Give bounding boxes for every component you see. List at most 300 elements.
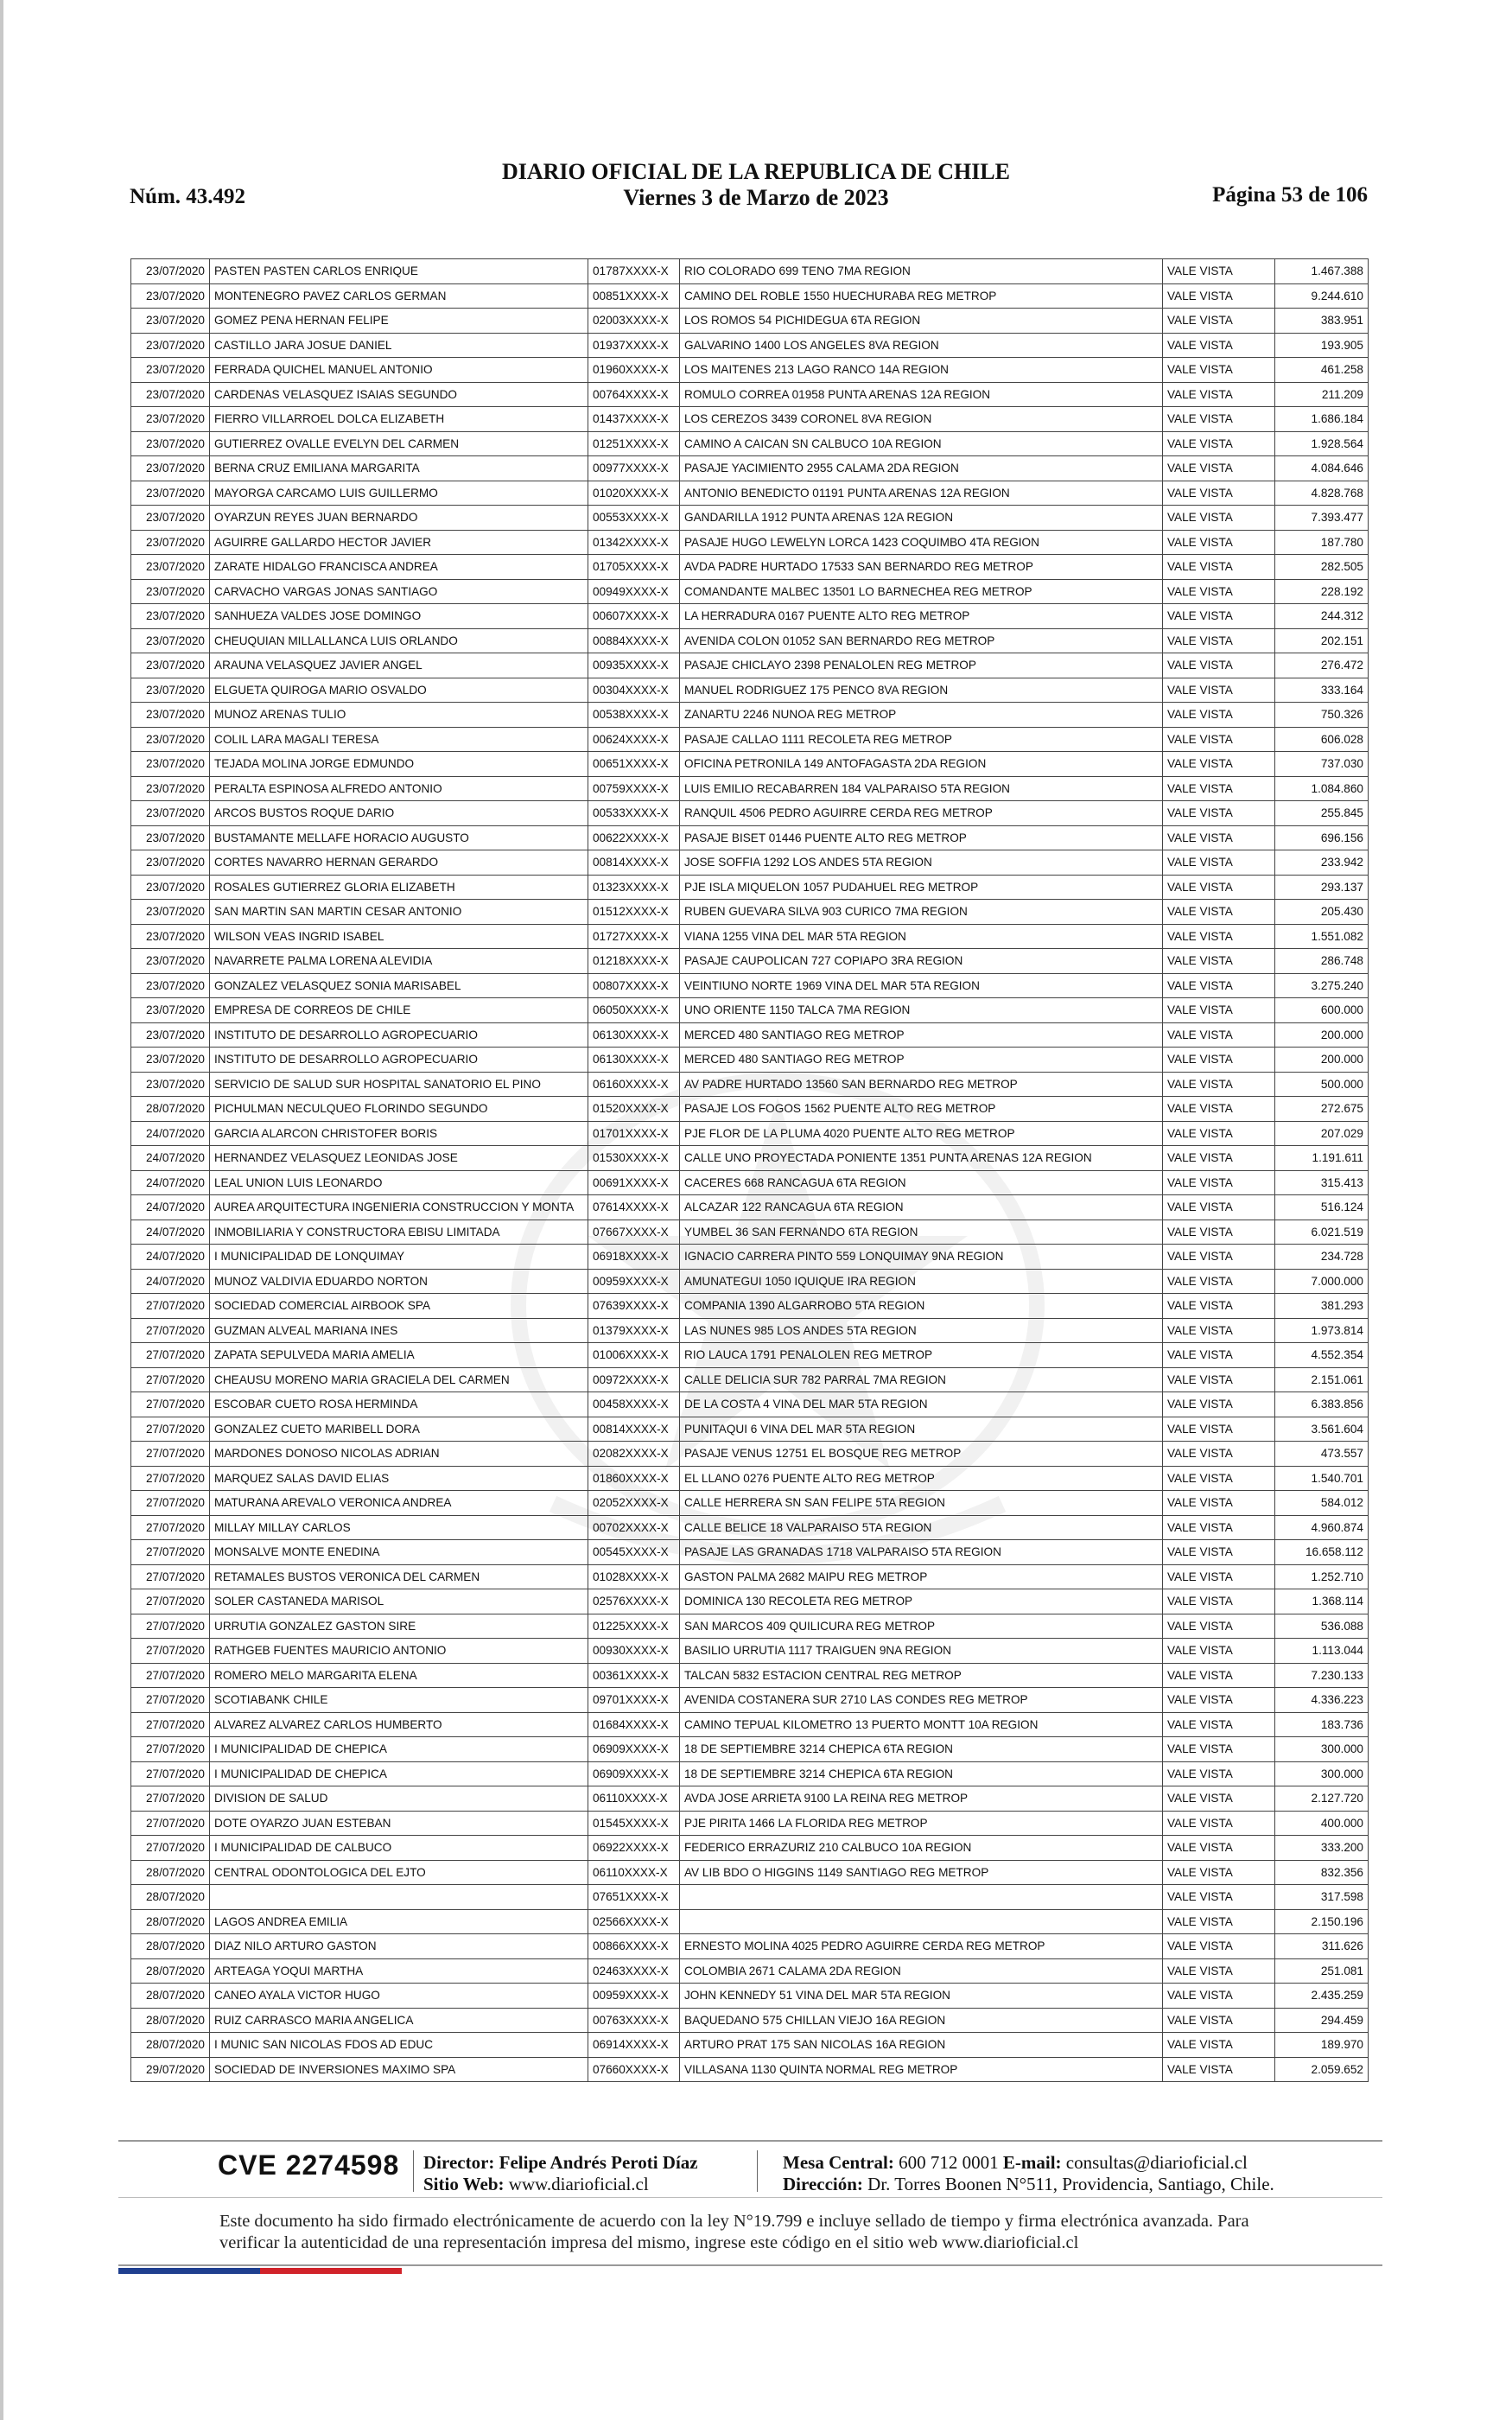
- date-cell: 24/07/2020: [131, 1220, 210, 1245]
- table-row: [131, 1614, 1369, 1639]
- date-cell: 24/07/2020: [131, 1121, 210, 1146]
- payment-method-cell: VALE VISTA: [1163, 530, 1275, 555]
- address-cell: VEINTIUNO NORTE 1969 VINA DEL MAR 5TA REGION: [680, 973, 1163, 998]
- payment-method-cell: VALE VISTA: [1163, 703, 1275, 728]
- table-row: [131, 727, 1369, 752]
- amount-cell: 315.413: [1275, 1170, 1369, 1195]
- address-cell: YUMBEL 36 SAN FERNANDO 6TA REGION: [680, 1220, 1163, 1245]
- amount-cell: 317.598: [1275, 1885, 1369, 1910]
- amount-cell: 1.686.184: [1275, 407, 1369, 432]
- beneficiary-cell: CORTES NAVARRO HERNAN GERARDO: [210, 850, 588, 876]
- amount-cell: 606.028: [1275, 727, 1369, 752]
- amount-cell: 2.059.652: [1275, 2057, 1369, 2082]
- amount-cell: 400.000: [1275, 1811, 1369, 1836]
- amount-cell: 4.336.223: [1275, 1688, 1369, 1713]
- payment-method-cell: VALE VISTA: [1163, 283, 1275, 309]
- date-cell: 23/07/2020: [131, 727, 210, 752]
- payment-method-cell: VALE VISTA: [1163, 776, 1275, 801]
- payment-method-cell: VALE VISTA: [1163, 2033, 1275, 2058]
- address-cell: GASTON PALMA 2682 MAIPU REG METROP: [680, 1564, 1163, 1589]
- address-cell: CALLE DELICIA SUR 782 PARRAL 7MA REGION: [680, 1367, 1163, 1392]
- rut-cell: 00702XXXX-X: [588, 1515, 680, 1540]
- beneficiary-cell: TEJADA MOLINA JORGE EDMUNDO: [210, 752, 588, 777]
- beneficiary-cell: MARDONES DONOSO NICOLAS ADRIAN: [210, 1442, 588, 1467]
- beneficiary-cell: CANEO AYALA VICTOR HUGO: [210, 1984, 588, 2009]
- amount-cell: 832.356: [1275, 1860, 1369, 1885]
- date-cell: 23/07/2020: [131, 850, 210, 876]
- date-cell: 23/07/2020: [131, 1072, 210, 1097]
- flag-blue-band: [118, 2268, 260, 2274]
- rut-cell: 01323XXXX-X: [588, 875, 680, 900]
- amount-cell: 16.658.112: [1275, 1540, 1369, 1565]
- table-row: [131, 2008, 1369, 2033]
- table-row: [131, 1195, 1369, 1220]
- address-cell: GANDARILLA 1912 PUNTA ARENAS 12A REGION: [680, 506, 1163, 531]
- payment-method-cell: VALE VISTA: [1163, 506, 1275, 531]
- payment-method-cell: VALE VISTA: [1163, 1614, 1275, 1639]
- payment-method-cell: VALE VISTA: [1163, 1269, 1275, 1294]
- rut-cell: 00935XXXX-X: [588, 653, 680, 678]
- date-cell: 23/07/2020: [131, 998, 210, 1023]
- table-row: [131, 973, 1369, 998]
- table-row: [131, 1146, 1369, 1171]
- date-cell: 27/07/2020: [131, 1786, 210, 1812]
- rut-cell: 06918XXXX-X: [588, 1245, 680, 1270]
- address-cell: [680, 1909, 1163, 1934]
- beneficiary-cell: ELGUETA QUIROGA MARIO OSVALDO: [210, 678, 588, 703]
- table-row: [131, 2033, 1369, 2058]
- rut-cell: 02566XXXX-X: [588, 1909, 680, 1934]
- rut-cell: 00759XXXX-X: [588, 776, 680, 801]
- rut-cell: 06110XXXX-X: [588, 1786, 680, 1812]
- rut-cell: 00763XXXX-X: [588, 2008, 680, 2033]
- rut-cell: 00807XXXX-X: [588, 973, 680, 998]
- date-cell: 27/07/2020: [131, 1515, 210, 1540]
- beneficiary-cell: SOCIEDAD COMERCIAL AIRBOOK SPA: [210, 1294, 588, 1319]
- beneficiary-cell: DIVISION DE SALUD: [210, 1786, 588, 1812]
- rut-cell: 01701XXXX-X: [588, 1121, 680, 1146]
- payment-method-cell: VALE VISTA: [1163, 678, 1275, 703]
- beneficiary-cell: SERVICIO DE SALUD SUR HOSPITAL SANATORIO EL PINO: [210, 1072, 588, 1097]
- rut-cell: 01379XXXX-X: [588, 1318, 680, 1343]
- amount-cell: 584.012: [1275, 1491, 1369, 1516]
- rut-cell: 02052XXXX-X: [588, 1491, 680, 1516]
- beneficiary-cell: MAYORGA CARCAMO LUIS GUILLERMO: [210, 481, 588, 506]
- address-cell: PASAJE LOS FOGOS 1562 PUENTE ALTO REG METROP: [680, 1097, 1163, 1122]
- address-cell: PJE ISLA MIQUELON 1057 PUDAHUEL REG METROP: [680, 875, 1163, 900]
- amount-cell: 282.505: [1275, 555, 1369, 580]
- address-cell: PASAJE CAUPOLICAN 727 COPIAPO 3RA REGION: [680, 949, 1163, 974]
- date-cell: 28/07/2020: [131, 1097, 210, 1122]
- beneficiary-cell: RETAMALES BUSTOS VERONICA DEL CARMEN: [210, 1564, 588, 1589]
- payment-method-cell: VALE VISTA: [1163, 949, 1275, 974]
- address-cell: AMUNATEGUI 1050 IQUIQUE IRA REGION: [680, 1269, 1163, 1294]
- payment-method-cell: VALE VISTA: [1163, 825, 1275, 850]
- amount-cell: 3.275.240: [1275, 973, 1369, 998]
- amount-cell: 473.557: [1275, 1442, 1369, 1467]
- table-row: [131, 1515, 1369, 1540]
- payment-method-cell: VALE VISTA: [1163, 1367, 1275, 1392]
- beneficiary-cell: ZAPATA SEPULVEDA MARIA AMELIA: [210, 1343, 588, 1368]
- date-cell: 27/07/2020: [131, 1417, 210, 1442]
- beneficiary-cell: GUTIERREZ OVALLE EVELYN DEL CARMEN: [210, 431, 588, 456]
- date-cell: 23/07/2020: [131, 628, 210, 653]
- rut-cell: 01684XXXX-X: [588, 1712, 680, 1737]
- date-cell: 27/07/2020: [131, 1491, 210, 1516]
- date-cell: 23/07/2020: [131, 825, 210, 850]
- beneficiary-cell: CASTILLO JARA JOSUE DANIEL: [210, 333, 588, 358]
- website-link[interactable]: www.diarioficial.cl: [508, 2174, 649, 2194]
- rut-cell: 01960XXXX-X: [588, 358, 680, 383]
- rut-cell: 01251XXXX-X: [588, 431, 680, 456]
- beneficiary-cell: DIAZ NILO ARTURO GASTON: [210, 1934, 588, 1959]
- address-cell: MANUEL RODRIGUEZ 175 PENCO 8VA REGION: [680, 678, 1163, 703]
- beneficiary-cell: AUREA ARQUITECTURA INGENIERIA CONSTRUCCION Y MONTA: [210, 1195, 588, 1220]
- beneficiary-cell: RATHGEB FUENTES MAURICIO ANTONIO: [210, 1639, 588, 1664]
- email-label: E-mail:: [1002, 2152, 1062, 2173]
- address-cell: LOS ROMOS 54 PICHIDEGUA 6TA REGION: [680, 309, 1163, 334]
- director-name: Felipe Andrés Peroti Díaz: [499, 2152, 698, 2173]
- table-row: [131, 998, 1369, 1023]
- address-cell: 18 DE SEPTIEMBRE 3214 CHEPICA 6TA REGION: [680, 1761, 1163, 1786]
- date-cell: 23/07/2020: [131, 900, 210, 925]
- beneficiary-cell: MONTENEGRO PAVEZ CARLOS GERMAN: [210, 283, 588, 309]
- beneficiary-cell: MARQUEZ SALAS DAVID ELIAS: [210, 1466, 588, 1491]
- amount-cell: 3.561.604: [1275, 1417, 1369, 1442]
- payment-method-cell: VALE VISTA: [1163, 653, 1275, 678]
- payment-method-cell: VALE VISTA: [1163, 1022, 1275, 1048]
- amount-cell: 750.326: [1275, 703, 1369, 728]
- amount-cell: 500.000: [1275, 1072, 1369, 1097]
- date-cell: 27/07/2020: [131, 1614, 210, 1639]
- table-row: [131, 1048, 1369, 1073]
- date-cell: 23/07/2020: [131, 431, 210, 456]
- address-cell: ALCAZAR 122 RANCAGUA 6TA REGION: [680, 1195, 1163, 1220]
- rut-cell: 01225XXXX-X: [588, 1614, 680, 1639]
- date-cell: 23/07/2020: [131, 506, 210, 531]
- beneficiary-cell: ALVAREZ ALVAREZ CARLOS HUMBERTO: [210, 1712, 588, 1737]
- address-cell: [680, 1885, 1163, 1910]
- table-row: [131, 579, 1369, 604]
- date-cell: 27/07/2020: [131, 1663, 210, 1688]
- payment-method-cell: VALE VISTA: [1163, 924, 1275, 949]
- rut-cell: 00458XXXX-X: [588, 1392, 680, 1417]
- date-cell: 27/07/2020: [131, 1564, 210, 1589]
- amount-cell: 2.150.196: [1275, 1909, 1369, 1934]
- table-row: [131, 1170, 1369, 1195]
- beneficiary-cell: PASTEN PASTEN CARLOS ENRIQUE: [210, 259, 588, 284]
- rut-cell: 00764XXXX-X: [588, 382, 680, 407]
- rut-cell: 00814XXXX-X: [588, 1417, 680, 1442]
- director-label: Director:: [423, 2152, 495, 2173]
- date-cell: 27/07/2020: [131, 1392, 210, 1417]
- table-row: [131, 1097, 1369, 1122]
- beneficiary-cell: AGUIRRE GALLARDO HECTOR JAVIER: [210, 530, 588, 555]
- rut-cell: 00851XXXX-X: [588, 283, 680, 309]
- payment-method-cell: VALE VISTA: [1163, 1491, 1275, 1516]
- address-cell: AV LIB BDO O HIGGINS 1149 SANTIAGO REG METROP: [680, 1860, 1163, 1885]
- email-link[interactable]: consultas@diarioficial.cl: [1065, 2152, 1248, 2173]
- rut-cell: 00884XXXX-X: [588, 628, 680, 653]
- date-cell: 23/07/2020: [131, 555, 210, 580]
- amount-cell: 333.200: [1275, 1836, 1369, 1861]
- address-cell: UNO ORIENTE 1150 TALCA 7MA REGION: [680, 998, 1163, 1023]
- date-cell: 27/07/2020: [131, 1836, 210, 1861]
- table-row: [131, 481, 1369, 506]
- table-row: [131, 333, 1369, 358]
- table-row: [131, 900, 1369, 925]
- payment-method-cell: VALE VISTA: [1163, 1663, 1275, 1688]
- date-cell: 23/07/2020: [131, 604, 210, 629]
- date-cell: 23/07/2020: [131, 333, 210, 358]
- date-cell: 23/07/2020: [131, 358, 210, 383]
- rut-cell: 06130XXXX-X: [588, 1022, 680, 1048]
- amount-cell: 7.000.000: [1275, 1269, 1369, 1294]
- table-row: [131, 506, 1369, 531]
- address-cell: AV PADRE HURTADO 13560 SAN BERNARDO REG METROP: [680, 1072, 1163, 1097]
- payment-method-cell: VALE VISTA: [1163, 1540, 1275, 1565]
- address-cell: PASAJE VENUS 12751 EL BOSQUE REG METROP: [680, 1442, 1163, 1467]
- address-cell: RIO COLORADO 699 TENO 7MA REGION: [680, 259, 1163, 284]
- beneficiary-cell: GUZMAN ALVEAL MARIANA INES: [210, 1318, 588, 1343]
- address-cell: COMANDANTE MALBEC 13501 LO BARNECHEA REG METROP: [680, 579, 1163, 604]
- date-cell: 23/07/2020: [131, 752, 210, 777]
- date-cell: 23/07/2020: [131, 924, 210, 949]
- address-label: Dirección:: [783, 2174, 863, 2194]
- date-cell: 27/07/2020: [131, 1589, 210, 1614]
- rut-cell: 06160XXXX-X: [588, 1072, 680, 1097]
- payment-method-cell: VALE VISTA: [1163, 456, 1275, 481]
- beneficiary-cell: SAN MARTIN SAN MARTIN CESAR ANTONIO: [210, 900, 588, 925]
- address-cell: FEDERICO ERRAZURIZ 210 CALBUCO 10A REGION: [680, 1836, 1163, 1861]
- address-cell: CAMINO A CAICAN SN CALBUCO 10A REGION: [680, 431, 1163, 456]
- rut-cell: 01520XXXX-X: [588, 1097, 680, 1122]
- payment-method-cell: VALE VISTA: [1163, 1392, 1275, 1417]
- issue-number: Núm. 43.492: [130, 185, 246, 208]
- rut-cell: 01530XXXX-X: [588, 1146, 680, 1171]
- beneficiary-cell: GARCIA ALARCON CHRISTOFER BORIS: [210, 1121, 588, 1146]
- amount-cell: 311.626: [1275, 1934, 1369, 1959]
- rut-cell: 06914XXXX-X: [588, 2033, 680, 2058]
- date-cell: 23/07/2020: [131, 678, 210, 703]
- footer-divider: [118, 2197, 1382, 2198]
- table-row: [131, 1589, 1369, 1614]
- rut-cell: 06050XXXX-X: [588, 998, 680, 1023]
- rut-cell: 07660XXXX-X: [588, 2057, 680, 2082]
- table-row: [131, 1022, 1369, 1048]
- address-value: Dr. Torres Boonen N°511, Providencia, Santiago, Chile.: [867, 2174, 1274, 2194]
- table-row: [131, 1442, 1369, 1467]
- amount-cell: 234.728: [1275, 1245, 1369, 1270]
- amount-cell: 1.191.611: [1275, 1146, 1369, 1171]
- payments-table: [130, 258, 1369, 2082]
- amount-cell: 200.000: [1275, 1022, 1369, 1048]
- amount-cell: 294.459: [1275, 2008, 1369, 2033]
- date-cell: 27/07/2020: [131, 1737, 210, 1762]
- address-cell: PUNITAQUI 6 VINA DEL MAR 5TA REGION: [680, 1417, 1163, 1442]
- amount-cell: 737.030: [1275, 752, 1369, 777]
- address-cell: 18 DE SEPTIEMBRE 3214 CHEPICA 6TA REGION: [680, 1737, 1163, 1762]
- rut-cell: 00814XXXX-X: [588, 850, 680, 876]
- address-cell: CAMINO TEPUAL KILOMETRO 13 PUERTO MONTT 10A REGION: [680, 1712, 1163, 1737]
- rut-cell: 06110XXXX-X: [588, 1860, 680, 1885]
- date-cell: 27/07/2020: [131, 1367, 210, 1392]
- amount-cell: 7.230.133: [1275, 1663, 1369, 1688]
- date-cell: 23/07/2020: [131, 776, 210, 801]
- table-row: [131, 1540, 1369, 1565]
- table-row: [131, 283, 1369, 309]
- payment-method-cell: VALE VISTA: [1163, 1072, 1275, 1097]
- table-row: [131, 1737, 1369, 1762]
- date-cell: 23/07/2020: [131, 407, 210, 432]
- amount-cell: 1.368.114: [1275, 1589, 1369, 1614]
- address-cell: MERCED 480 SANTIAGO REG METROP: [680, 1022, 1163, 1048]
- table-row: [131, 1860, 1369, 1885]
- beneficiary-cell: EMPRESA DE CORREOS DE CHILE: [210, 998, 588, 1023]
- amount-cell: 600.000: [1275, 998, 1369, 1023]
- rut-cell: 06909XXXX-X: [588, 1761, 680, 1786]
- address-cell: ANTONIO BENEDICTO 01191 PUNTA ARENAS 12A REGION: [680, 481, 1163, 506]
- table-row: [131, 1072, 1369, 1097]
- address-cell: MERCED 480 SANTIAGO REG METROP: [680, 1048, 1163, 1073]
- table-row: [131, 1318, 1369, 1343]
- table-row: [131, 358, 1369, 383]
- beneficiary-cell: CARDENAS VELASQUEZ ISAIAS SEGUNDO: [210, 382, 588, 407]
- date-cell: 28/07/2020: [131, 2033, 210, 2058]
- table-row: [131, 1934, 1369, 1959]
- amount-cell: 255.845: [1275, 801, 1369, 826]
- date-cell: 27/07/2020: [131, 1466, 210, 1491]
- rut-cell: 01028XXXX-X: [588, 1564, 680, 1589]
- table-row: [131, 850, 1369, 876]
- beneficiary-cell: I MUNICIPALIDAD DE LONQUIMAY: [210, 1245, 588, 1270]
- date-cell: 24/07/2020: [131, 1170, 210, 1195]
- beneficiary-cell: CENTRAL ODONTOLOGICA DEL EJTO: [210, 1860, 588, 1885]
- footer-separator: [413, 2150, 414, 2192]
- payment-method-cell: VALE VISTA: [1163, 1170, 1275, 1195]
- rut-cell: 09701XXXX-X: [588, 1688, 680, 1713]
- payment-method-cell: VALE VISTA: [1163, 358, 1275, 383]
- beneficiary-cell: BERNA CRUZ EMILIANA MARGARITA: [210, 456, 588, 481]
- date-cell: 27/07/2020: [131, 1712, 210, 1737]
- address-cell: PASAJE BISET 01446 PUENTE ALTO REG METROP: [680, 825, 1163, 850]
- rut-cell: 06909XXXX-X: [588, 1737, 680, 1762]
- rut-cell: 00533XXXX-X: [588, 801, 680, 826]
- rut-cell: 01860XXXX-X: [588, 1466, 680, 1491]
- address-cell: PASAJE YACIMIENTO 2955 CALAMA 2DA REGION: [680, 456, 1163, 481]
- address-cell: AVDA PADRE HURTADO 17533 SAN BERNARDO REG METROP: [680, 555, 1163, 580]
- beneficiary-cell: ROSALES GUTIERREZ GLORIA ELIZABETH: [210, 875, 588, 900]
- address-cell: VIANA 1255 VINA DEL MAR 5TA REGION: [680, 924, 1163, 949]
- amount-cell: 228.192: [1275, 579, 1369, 604]
- payment-method-cell: VALE VISTA: [1163, 850, 1275, 876]
- date-cell: 27/07/2020: [131, 1442, 210, 1467]
- payment-method-cell: VALE VISTA: [1163, 1318, 1275, 1343]
- date-cell: 23/07/2020: [131, 283, 210, 309]
- table-row: [131, 1294, 1369, 1319]
- beneficiary-cell: I MUNICIPALIDAD DE CHEPICA: [210, 1761, 588, 1786]
- amount-cell: 1.467.388: [1275, 259, 1369, 284]
- rut-cell: 00930XXXX-X: [588, 1639, 680, 1664]
- table-row: [131, 875, 1369, 900]
- table-row: [131, 1885, 1369, 1910]
- payment-method-cell: VALE VISTA: [1163, 604, 1275, 629]
- payment-method-cell: VALE VISTA: [1163, 801, 1275, 826]
- date-cell: 28/07/2020: [131, 1909, 210, 1934]
- amount-cell: 6.021.519: [1275, 1220, 1369, 1245]
- payment-method-cell: VALE VISTA: [1163, 1515, 1275, 1540]
- beneficiary-cell: SOLER CASTANEDA MARISOL: [210, 1589, 588, 1614]
- payment-method-cell: VALE VISTA: [1163, 752, 1275, 777]
- date-cell: 24/07/2020: [131, 1146, 210, 1171]
- payment-method-cell: VALE VISTA: [1163, 1786, 1275, 1812]
- rut-cell: 01787XXXX-X: [588, 259, 680, 284]
- amount-cell: 193.905: [1275, 333, 1369, 358]
- table-row: [131, 1245, 1369, 1270]
- date-cell: 27/07/2020: [131, 1811, 210, 1836]
- address-cell: PASAJE CHICLAYO 2398 PENALOLEN REG METROP: [680, 653, 1163, 678]
- date-cell: 28/07/2020: [131, 1934, 210, 1959]
- payment-method-cell: VALE VISTA: [1163, 2008, 1275, 2033]
- address-cell: ROMULO CORREA 01958 PUNTA ARENAS 12A REGION: [680, 382, 1163, 407]
- table-row: [131, 1836, 1369, 1861]
- table-row: [131, 1663, 1369, 1688]
- rut-cell: 01342XXXX-X: [588, 530, 680, 555]
- amount-cell: 286.748: [1275, 949, 1369, 974]
- payment-method-cell: VALE VISTA: [1163, 1712, 1275, 1737]
- amount-cell: 4.084.646: [1275, 456, 1369, 481]
- date-cell: 24/07/2020: [131, 1269, 210, 1294]
- beneficiary-cell: ARCOS BUSTOS ROQUE DARIO: [210, 801, 588, 826]
- amount-cell: 461.258: [1275, 358, 1369, 383]
- amount-cell: 211.209: [1275, 382, 1369, 407]
- beneficiary-cell: SANHUEZA VALDES JOSE DOMINGO: [210, 604, 588, 629]
- address-cell: COMPANIA 1390 ALGARROBO 5TA REGION: [680, 1294, 1163, 1319]
- rut-cell: 00959XXXX-X: [588, 1984, 680, 2009]
- payment-method-cell: VALE VISTA: [1163, 555, 1275, 580]
- amount-cell: 293.137: [1275, 875, 1369, 900]
- beneficiary-cell: WILSON VEAS INGRID ISABEL: [210, 924, 588, 949]
- payment-method-cell: VALE VISTA: [1163, 973, 1275, 998]
- table-row: [131, 604, 1369, 629]
- beneficiary-cell: GONZALEZ CUETO MARIBELL DORA: [210, 1417, 588, 1442]
- payment-method-cell: VALE VISTA: [1163, 1860, 1275, 1885]
- payment-method-cell: VALE VISTA: [1163, 1761, 1275, 1786]
- address-cell: COLOMBIA 2671 CALAMA 2DA REGION: [680, 1958, 1163, 1984]
- website-label: Sitio Web:: [423, 2174, 505, 2194]
- address-cell: TALCAN 5832 ESTACION CENTRAL REG METROP: [680, 1663, 1163, 1688]
- date-cell: 27/07/2020: [131, 1639, 210, 1664]
- table-row: [131, 1984, 1369, 2009]
- rut-cell: 01020XXXX-X: [588, 481, 680, 506]
- flag-red-band: [260, 2268, 402, 2274]
- rut-cell: 01512XXXX-X: [588, 900, 680, 925]
- beneficiary-cell: I MUNICIPALIDAD DE CALBUCO: [210, 1836, 588, 1861]
- rut-cell: 00545XXXX-X: [588, 1540, 680, 1565]
- table-row: [131, 924, 1369, 949]
- beneficiary-cell: FIERRO VILLARROEL DOLCA ELIZABETH: [210, 407, 588, 432]
- date-cell: 28/07/2020: [131, 1860, 210, 1885]
- table-row: [131, 653, 1369, 678]
- rut-cell: 00361XXXX-X: [588, 1663, 680, 1688]
- amount-cell: 187.780: [1275, 530, 1369, 555]
- beneficiary-cell: PERALTA ESPINOSA ALFREDO ANTONIO: [210, 776, 588, 801]
- date-cell: 27/07/2020: [131, 1294, 210, 1319]
- payment-method-cell: VALE VISTA: [1163, 259, 1275, 284]
- table-row: [131, 1269, 1369, 1294]
- contact-block: [783, 2152, 1274, 2195]
- amount-cell: 381.293: [1275, 1294, 1369, 1319]
